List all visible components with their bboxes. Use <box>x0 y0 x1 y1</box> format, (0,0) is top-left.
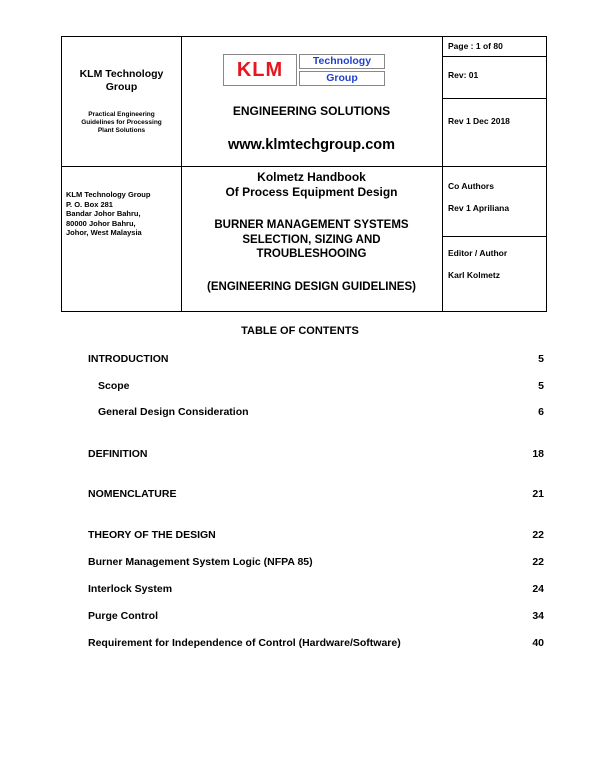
revision-date: Rev 1 Dec 2018 <box>448 116 510 126</box>
toc-entry[interactable] <box>88 488 546 502</box>
header-divider <box>442 236 547 237</box>
toc-entry-title: THEORY OF THE DESIGN <box>88 529 216 541</box>
toc-heading: TABLE OF CONTENTS <box>241 325 359 337</box>
toc-entry-page: 5 <box>538 353 544 365</box>
toc-entry-title: Interlock System <box>88 583 173 595</box>
co-authors-name: Rev 1 Apriliana <box>448 203 510 213</box>
logo-klm-text: KLM <box>223 54 297 86</box>
toc-entry-title: Scope <box>98 380 130 392</box>
logo-group-text: Group <box>299 71 385 86</box>
header-divider <box>442 56 547 57</box>
toc-entry[interactable] <box>88 556 546 570</box>
header-divider <box>442 98 547 99</box>
toc-entry-title: DEFINITION <box>88 448 148 460</box>
document-title: BURNER MANAGEMENT SYSTEMS SELECTION, SIZING AND TROUBLESHOOING <box>214 219 409 260</box>
toc-entry-title: Purge Control <box>88 610 158 622</box>
logo-technology-text: Technology <box>299 54 385 69</box>
toc-entry[interactable] <box>88 610 546 624</box>
toc-entry-title: Requirement for Independence of Control (Hardware/Software) <box>88 637 401 649</box>
header-divider <box>62 166 547 167</box>
website-link[interactable]: www.klmtechgroup.com <box>227 137 396 153</box>
toc-entry[interactable] <box>88 353 546 367</box>
toc-entry[interactable] <box>88 448 546 462</box>
page-number: Page : 1 of 80 <box>448 41 503 51</box>
toc-entry-page: 34 <box>532 610 544 622</box>
company-name: KLM Technology Group <box>79 68 164 93</box>
company-tagline: Practical Engineering Guidelines for Processing Plant Solutions <box>81 111 162 134</box>
toc-entry[interactable] <box>88 637 546 651</box>
guidelines-label: (ENGINEERING DESIGN GUIDELINES) <box>207 281 416 293</box>
toc-entry-title: NOMENCLATURE <box>88 488 177 500</box>
co-authors-label: Co Authors <box>448 181 494 191</box>
handbook-title: Kolmetz Handbook Of Process Equipment Design <box>225 170 398 199</box>
klm-logo <box>223 54 385 86</box>
toc-entry[interactable] <box>88 380 546 394</box>
toc-entry-page: 6 <box>538 406 544 418</box>
toc-entry-page: 18 <box>532 448 544 460</box>
toc-entry[interactable] <box>88 406 546 420</box>
toc-entry-title: INTRODUCTION <box>88 353 169 365</box>
header-divider <box>442 37 443 311</box>
toc-entry-page: 40 <box>532 637 544 649</box>
engineering-solutions: ENGINEERING SOLUTIONS <box>232 104 391 118</box>
toc-entry[interactable] <box>88 583 546 597</box>
editor-label: Editor / Author <box>448 248 508 258</box>
revision: Rev: 01 <box>448 70 479 80</box>
toc-entry-title: General Design Consideration <box>98 406 249 418</box>
toc-entry[interactable] <box>88 529 546 543</box>
company-address: KLM Technology Group P. O. Box 281 Bandar Johor Bahru, 80000 Johor Bahru, Johor, West Malaysia <box>66 190 151 237</box>
toc-entry-page: 21 <box>532 488 544 500</box>
editor-name: Karl Kolmetz <box>448 270 500 280</box>
toc-entry-page: 22 <box>532 556 544 568</box>
toc-entry-page: 5 <box>538 380 544 392</box>
document-header-table <box>61 36 547 312</box>
toc-entry-page: 22 <box>532 529 544 541</box>
toc-entry-title: Burner Management System Logic (NFPA 85) <box>88 556 313 568</box>
toc-entry-page: 24 <box>532 583 544 595</box>
